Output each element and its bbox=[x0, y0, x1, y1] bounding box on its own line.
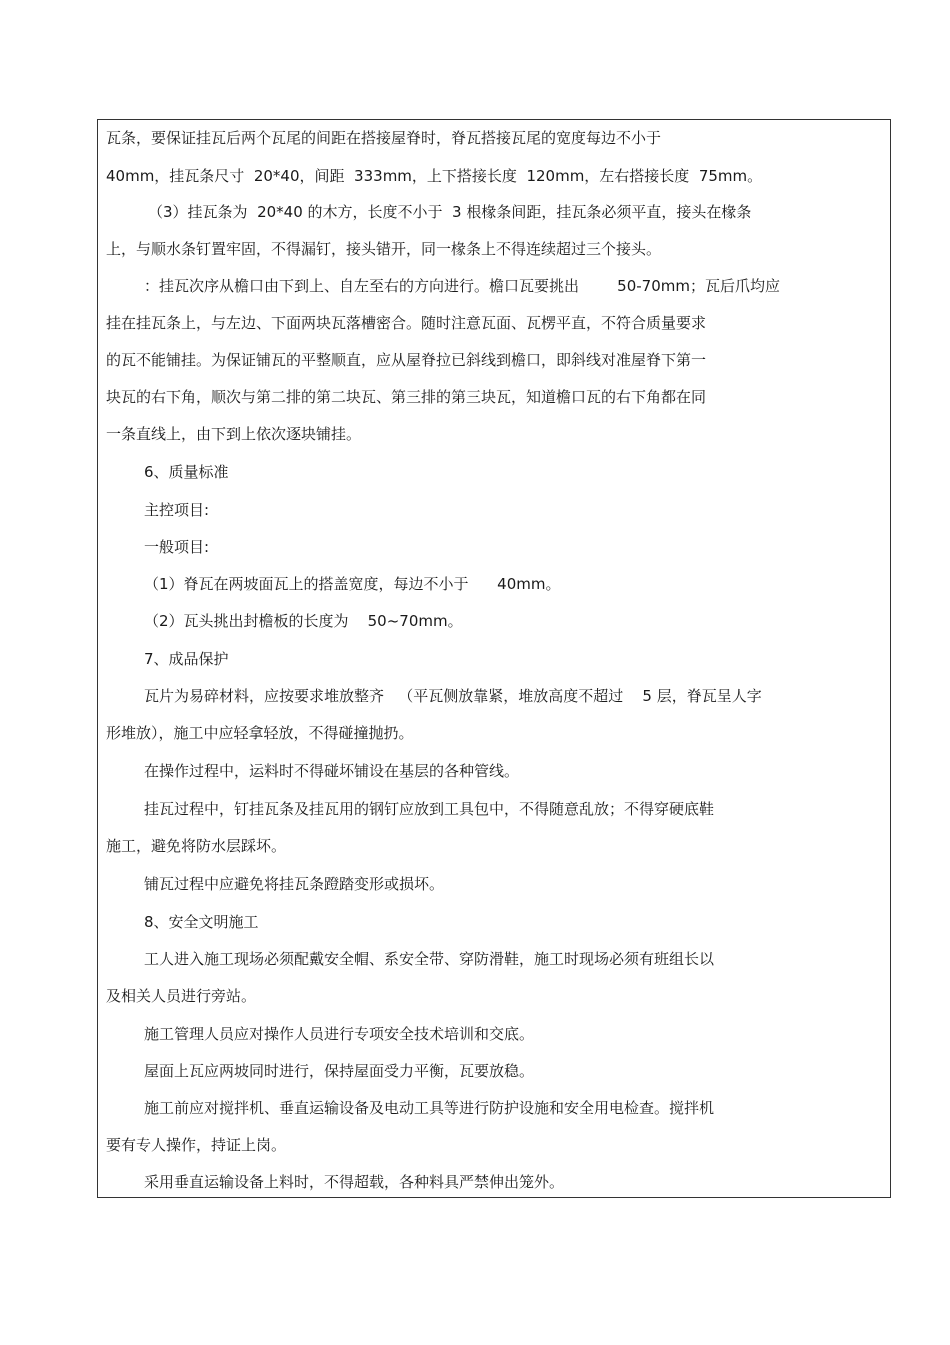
text-line: 施工前应对搅拌机、垂直运输设备及电动工具等进行防护设施和安全用电检查。搅拌机 bbox=[144, 1099, 715, 1117]
text-line: 施工，避免将防水层踩坏。 bbox=[106, 837, 287, 855]
text-line: 上，与顺水条钉置牢固，不得漏钉，接头错开，同一椽条上不得连续超过三个接头。 bbox=[106, 240, 662, 258]
section-heading: 7、成品保护 bbox=[144, 650, 229, 668]
text-line: 铺瓦过程中应避免将挂瓦条蹬踏变形或损坏。 bbox=[144, 875, 445, 893]
section-heading: 6、质量标准 bbox=[144, 463, 229, 481]
text-line: 瓦条，要保证挂瓦后两个瓦尾的间距在搭接屋脊时，脊瓦搭接瓦尾的宽度每边不小于 bbox=[106, 129, 662, 147]
text-line: 块瓦的右下角，顺次与第二排的第二块瓦、第三排的第三块瓦，知道檐口瓦的右下角都在同 bbox=[106, 388, 707, 406]
text-line: 的瓦不能铺挂。为保证铺瓦的平整顺直，应从屋脊拉已斜线到檐口，即斜线对准屋脊下第一 bbox=[106, 351, 707, 369]
text-line: 及相关人员进行旁站。 bbox=[106, 987, 257, 1005]
text-line: 瓦片为易碎材料，应按要求堆放整齐 （平瓦侧放靠紧，堆放高度不超过 5 层，脊瓦呈人字 bbox=[144, 687, 762, 705]
text-line: 屋面上瓦应两坡同时进行，保持屋面受力平衡，瓦要放稳。 bbox=[144, 1062, 535, 1080]
text-line: 挂在挂瓦条上，与左边、下面两块瓦落槽密合。随时注意瓦面、瓦楞平直，不符合质量要求 bbox=[106, 314, 707, 332]
text-line: 40mm，挂瓦条尺寸 20*40，间距 333mm，上下搭接长度 120mm，左右搭接长度 75mm。 bbox=[106, 167, 763, 185]
section-heading: 8、安全文明施工 bbox=[144, 913, 259, 931]
text-line: 在操作过程中，运料时不得碰坏铺设在基层的各种管线。 bbox=[144, 762, 520, 780]
text-line: ：挂瓦次序从檐口由下到上、自左至右的方向进行。檐口瓦要挑出 50-70mm；瓦后爪均应 bbox=[144, 277, 780, 295]
text-line: 挂瓦过程中，钉挂瓦条及挂瓦用的钢钉应放到工具包中，不得随意乱放；不得穿硬底鞋 bbox=[144, 800, 715, 818]
text-line: 工人进入施工现场必须配戴安全帽、系安全带、穿防滑鞋，施工时现场必须有班组长以 bbox=[144, 950, 715, 968]
text-line: （3）挂瓦条为 20*40 的木方，长度不小于 3 根椽条间距，挂瓦条必须平直，接头在椽条 bbox=[148, 203, 752, 221]
text-line: 一般项目: bbox=[144, 538, 210, 556]
text-line: 形堆放），施工中应轻拿轻放，不得碰撞抛扔。 bbox=[106, 724, 414, 742]
text-line: 施工管理人员应对操作人员进行专项安全技术培训和交底。 bbox=[144, 1025, 535, 1043]
text-line: （1）脊瓦在两坡面瓦上的搭盖宽度，每边不小于 40mm。 bbox=[144, 575, 561, 593]
text-line: 一条直线上，由下到上依次逐块铺挂。 bbox=[106, 425, 362, 443]
document-frame bbox=[97, 119, 891, 1198]
text-line: 主控项目: bbox=[144, 501, 210, 519]
text-line: 要有专人操作，持证上岗。 bbox=[106, 1136, 287, 1154]
text-line: 采用垂直运输设备上料时，不得超载，各种料具严禁伸出笼外。 bbox=[144, 1173, 565, 1191]
text-line: （2）瓦头挑出封檐板的长度为 50~70mm。 bbox=[144, 612, 463, 630]
